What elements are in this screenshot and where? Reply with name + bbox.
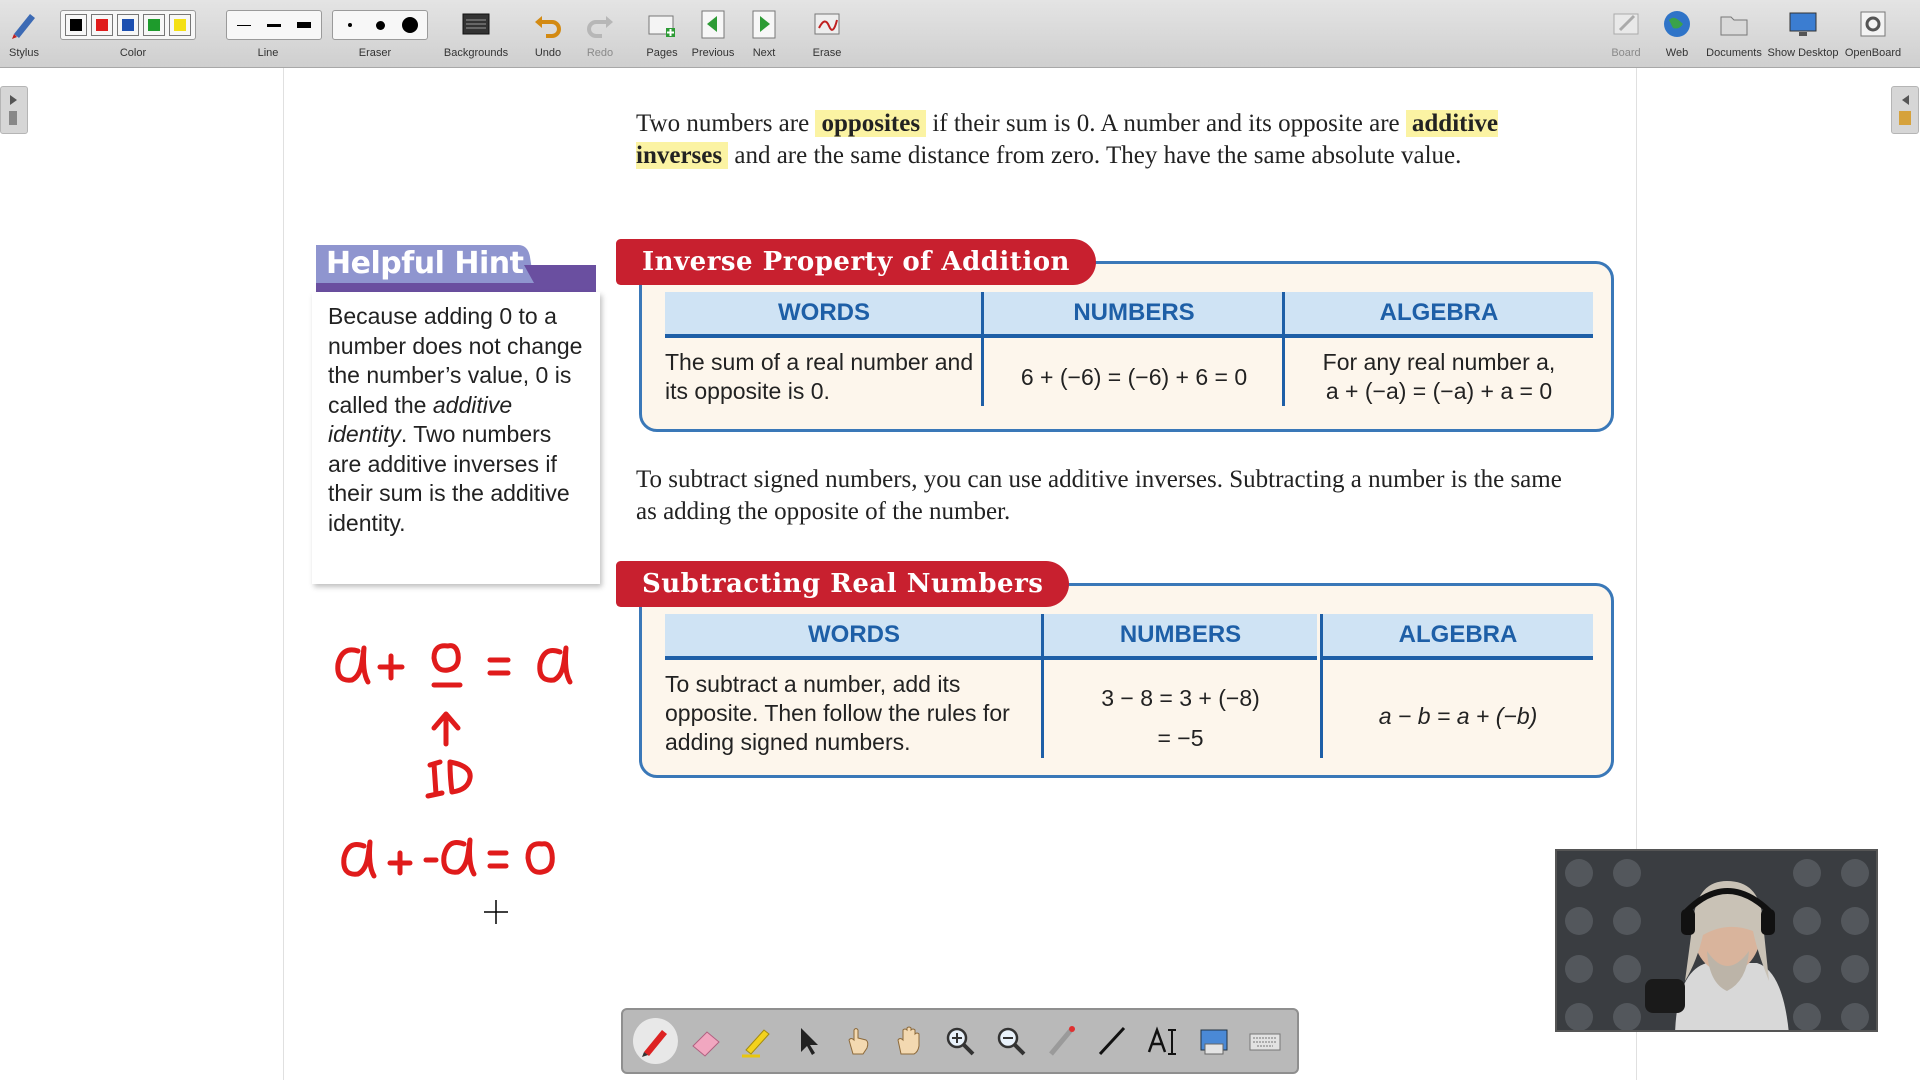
subtract-words-cell: To subtract a number, add its opposite. Then follow the rules for adding signed numbers. <box>665 671 1010 755</box>
pointer-icon <box>791 1024 825 1058</box>
board-label: Board <box>1611 47 1641 59</box>
line-thin-button[interactable] <box>231 14 257 36</box>
subtract-numbers-line-2: = −5 <box>1157 725 1204 751</box>
web-label: Web <box>1665 47 1689 59</box>
documents-folder-icon[interactable] <box>1718 8 1750 40</box>
web-globe-icon[interactable] <box>1661 8 1693 40</box>
show-desktop-icon[interactable] <box>1787 8 1819 40</box>
inverse-numbers-header: NUMBERS <box>984 292 1284 338</box>
backgrounds-label: Backgrounds <box>443 47 509 59</box>
interact-tool-button[interactable] <box>836 1018 881 1064</box>
inverse-algebra-line-1: For any real number a, <box>1322 349 1556 375</box>
eraser-small-button[interactable] <box>337 14 363 36</box>
line-thick-button[interactable] <box>291 14 317 36</box>
board-icon[interactable] <box>1610 8 1642 40</box>
intro-text-1: Two numbers are <box>636 110 810 137</box>
erase-label: Erase <box>812 47 842 59</box>
inverse-numbers-column <box>984 292 1284 392</box>
laser-icon <box>1045 1024 1079 1058</box>
subtract-numbers-column <box>1044 614 1317 758</box>
line-icon <box>1095 1024 1129 1058</box>
keyboard-icon <box>1248 1024 1282 1058</box>
helpful-hint-title: Helpful Hint <box>326 246 524 281</box>
capture-tool-button[interactable] <box>1191 1018 1236 1064</box>
stylus-label: Stylus <box>9 47 39 59</box>
backgrounds-icon[interactable] <box>460 8 492 40</box>
zoom-in-button[interactable] <box>938 1018 983 1064</box>
stylus-palette <box>621 1008 1299 1074</box>
undo-label: Undo <box>534 47 562 59</box>
subtract-numbers-line-1: 3 − 8 = 3 + (−8) <box>1101 685 1260 711</box>
hint-text-1: Because adding 0 to a number does not change the number’s value, 0 is called the <box>328 303 583 418</box>
helpful-hint-body <box>312 292 600 584</box>
left-library-tab[interactable] <box>0 86 28 134</box>
redo-label: Redo <box>586 47 614 59</box>
text-tool-button[interactable] <box>1141 1018 1186 1064</box>
color-green-swatch[interactable] <box>143 14 165 36</box>
subtract-numbers-cell <box>1044 660 1317 758</box>
subtract-intro-paragraph: To subtract signed numbers, you can use additive inverses. Subtracting a number is the same as adding the opposite of the number. <box>636 466 1562 525</box>
previous-label: Previous <box>691 47 735 59</box>
previous-page-icon[interactable] <box>697 8 729 40</box>
pen-icon <box>638 1024 672 1058</box>
undo-icon[interactable] <box>532 8 564 40</box>
next-label: Next <box>752 47 776 59</box>
ink-annotation-id <box>428 714 470 796</box>
color-red-swatch[interactable] <box>91 14 113 36</box>
subtract-algebra-column <box>1323 614 1593 731</box>
right-library-tab[interactable] <box>1891 86 1919 134</box>
zoom-in-icon <box>943 1024 977 1058</box>
top-toolbar <box>0 0 1920 68</box>
hint-text-2: . Two numbers are additive inverses if their sum is the additive identity. <box>328 421 570 536</box>
openboard-settings-icon[interactable] <box>1857 8 1889 40</box>
inverse-words-column <box>665 292 983 406</box>
highlighter-icon <box>740 1024 774 1058</box>
eraser-tool-button[interactable] <box>684 1018 729 1064</box>
intro-text-3: and are the same distance from zero. They have the same absolute value. <box>734 142 1462 169</box>
zoom-out-button[interactable] <box>988 1018 1033 1064</box>
color-blue-swatch[interactable] <box>117 14 139 36</box>
color-black-swatch[interactable] <box>65 14 87 36</box>
board-page[interactable] <box>283 68 1637 1080</box>
intro-text-2: if their sum is 0. A number and its opposite are <box>932 110 1400 137</box>
inverse-numbers-cell: 6 + (−6) = (−6) + 6 = 0 <box>1020 364 1248 390</box>
inverse-words-header: WORDS <box>665 292 983 338</box>
crosshair-cursor-icon <box>484 900 508 924</box>
hand-icon <box>892 1024 926 1058</box>
interact-icon <box>841 1024 875 1058</box>
line-label: Line <box>257 47 279 59</box>
line-tool-button[interactable] <box>1090 1018 1135 1064</box>
highlight-additive-inverses: additive inverses <box>636 110 1499 169</box>
pen-tool-button[interactable] <box>633 1018 678 1064</box>
eraser-size-picker <box>332 10 428 40</box>
capture-icon <box>1197 1024 1231 1058</box>
inverse-algebra-header: ALGEBRA <box>1285 292 1593 338</box>
line-width-picker <box>226 10 322 40</box>
left-arrow-tab-icon <box>1 87 27 133</box>
text-icon <box>1146 1024 1180 1058</box>
inverse-algebra-column <box>1285 292 1593 406</box>
inverse-words-cell: The sum of a real number and its opposite is 0. <box>665 349 974 404</box>
intro-paragraph <box>636 108 1586 172</box>
eraser-large-button[interactable] <box>397 14 423 36</box>
pages-icon[interactable] <box>646 8 678 40</box>
right-arrow-tab-icon <box>1892 87 1918 133</box>
hint-italic-term: additive identity <box>328 391 513 447</box>
subtract-words-header: WORDS <box>665 614 1043 660</box>
highlight-opposites: opposites <box>815 110 926 137</box>
color-picker <box>60 10 196 40</box>
color-label: Color <box>119 47 147 59</box>
show-desktop-label: Show Desktop <box>1767 47 1839 59</box>
eraser-icon <box>689 1024 723 1058</box>
next-page-icon[interactable] <box>748 8 780 40</box>
inverse-algebra-cell <box>1285 338 1593 406</box>
zoom-out-icon <box>994 1024 1028 1058</box>
select-tool-button[interactable] <box>785 1018 830 1064</box>
subtract-algebra-header: ALGEBRA <box>1323 614 1593 660</box>
keyboard-button[interactable] <box>1242 1018 1287 1064</box>
webcam-overlay <box>1555 849 1878 1032</box>
hand-tool-button[interactable] <box>887 1018 932 1064</box>
laser-pointer-button[interactable] <box>1039 1018 1084 1064</box>
stylus-icon[interactable] <box>8 8 40 40</box>
redo-icon[interactable] <box>584 8 616 40</box>
documents-label: Documents <box>1706 47 1762 59</box>
ink-line-1 <box>338 646 570 685</box>
ink-line-2 <box>344 840 553 876</box>
eraser-medium-button[interactable] <box>367 14 393 36</box>
highlighter-tool-button[interactable] <box>735 1018 780 1064</box>
eraser-label: Eraser <box>358 47 392 59</box>
openboard-label: OpenBoard <box>1844 47 1902 59</box>
pages-label: Pages <box>646 47 678 59</box>
subtracting-title: Subtracting Real Numbers <box>616 561 1069 607</box>
erase-page-icon[interactable] <box>811 8 843 40</box>
inverse-algebra-line-2: a + (−a) = (−a) + a = 0 <box>1325 378 1553 404</box>
presenter-video-image <box>1557 851 1878 1032</box>
color-yellow-swatch[interactable] <box>169 14 191 36</box>
subtract-numbers-header: NUMBERS <box>1044 614 1317 660</box>
subtract-algebra-cell: a − b = a + (−b) <box>1378 703 1538 729</box>
line-medium-button[interactable] <box>261 14 287 36</box>
inverse-property-title: Inverse Property of Addition <box>616 239 1096 285</box>
subtract-words-column <box>665 614 1043 757</box>
